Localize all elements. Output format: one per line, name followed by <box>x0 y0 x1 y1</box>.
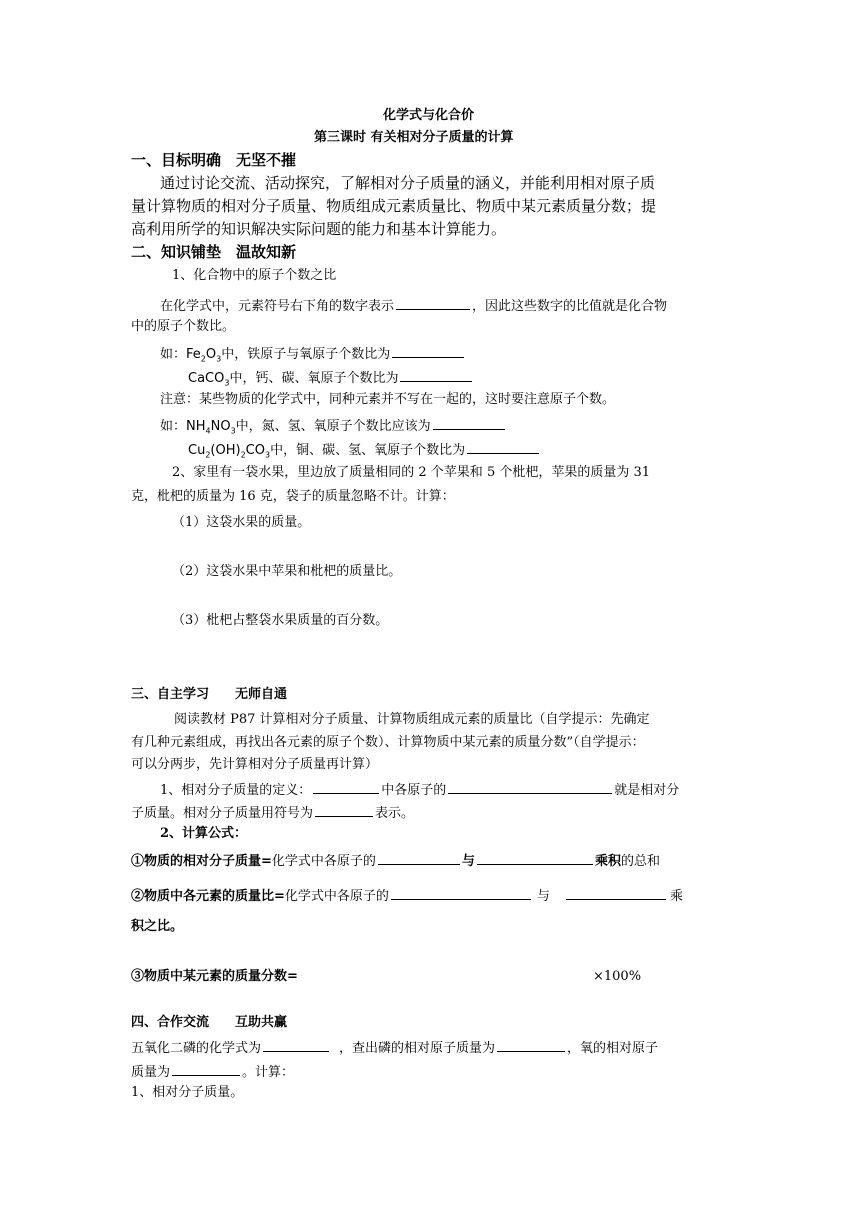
blank-cu-c-h-o-ratio[interactable] <box>467 440 539 454</box>
section-1-line-1: 通过讨论交流、活动探究，了解相对分子质量的涵义，并能利用相对原子质 <box>160 174 656 192</box>
blank-n-h-o-ratio[interactable] <box>433 416 505 430</box>
formula-caco3 <box>188 371 229 386</box>
section-3-line-1: 阅读教材 P87 计算相对分子质量、计算物质组成元素的质量比（自学提示：先确定 <box>174 712 650 727</box>
formula-1-end: 的总和 <box>620 854 660 869</box>
section-4-line-1 <box>131 1038 658 1057</box>
example-caco3 <box>188 368 474 388</box>
example-prefix: 如： <box>160 347 187 362</box>
note-text: 注意：某些物质的化学式中，同种元素并不写在一起的，这时要注意原子个数。 <box>160 392 616 407</box>
definition-text-a: 1、相对分子质量的定义： <box>160 783 312 798</box>
item-2-line-1: 2、家里有一袋水果，里边放了质量相同的 2 个苹果和 5 个枇杷，苹果的质量为 31 <box>172 465 651 480</box>
formula-2-and: 与 <box>536 889 550 904</box>
section-4-heading: 四、合作交流 互助共赢 <box>131 1015 288 1030</box>
section-4-text-a: 五氧化二磷的化学式为 <box>131 1041 262 1056</box>
formula-1-label: ①物质的相对分子质量= <box>131 854 272 869</box>
formula-2-line-2: 积之比。 <box>131 919 184 934</box>
blank-formula-1a[interactable] <box>378 851 460 865</box>
formula-3-percent: ×100% <box>593 969 642 984</box>
blank-subscript-meaning[interactable] <box>396 296 470 310</box>
formula-1-text: 化学式中各原子的 <box>271 854 376 869</box>
blank-p-atomic-mass[interactable] <box>497 1038 565 1052</box>
formula-3-label: ③物质中某元素的质量分数= <box>131 969 298 984</box>
section-3-line-2: 有几种元素组成，再找出各元素的原子个数）、计算物质中某元素的质量分数”（自学提示： <box>131 735 645 750</box>
example-fe2o3 <box>160 344 466 364</box>
section-1-line-2: 量计算物质的相对分子质量、物质组成元素质量比、物质中某元素质量分数；提 <box>131 197 657 215</box>
item-2-line-2: 克，枇杷的质量为 16 克，袋子的质量忽略不计。计算： <box>131 489 455 504</box>
blank-o-atomic-mass[interactable] <box>172 1062 240 1076</box>
formula-part: Fe <box>186 347 201 362</box>
section-2-heading: 二、知识铺垫 温故知新 <box>131 243 297 261</box>
definition-line-2 <box>131 803 414 822</box>
section-4-text-c: ，氧的相对原子 <box>567 1041 659 1056</box>
section-4-text-d: 质量为 <box>131 1065 171 1080</box>
section-3-line-3: 可以分两步，先计算相对分子质量再计算） <box>131 757 379 772</box>
formula-subscript: 3 <box>224 378 230 388</box>
example-prefix: 如： <box>160 419 187 434</box>
item-1-text-b: ，因此这些数字的比值就是化合物 <box>472 299 668 314</box>
section-1-heading: 一、目标明确 无坚不摧 <box>131 151 297 169</box>
formula-part: NH <box>186 419 206 434</box>
blank-ca-c-o-ratio[interactable] <box>400 368 472 382</box>
section-1-line-3: 高利用所学的知识解决实际问题的能力和基本计算能力。 <box>131 220 507 238</box>
formula-subscript: 3 <box>230 426 236 436</box>
question-1: （1）这袋水果的质量。 <box>172 515 311 530</box>
formula-subscript: 2 <box>240 450 246 460</box>
section-4-text-b: ，查出磷的相对原子质量为 <box>339 1041 496 1056</box>
formula-part: O <box>205 347 217 362</box>
formula-title: 2、计算公式： <box>160 826 248 841</box>
formula-2-product: 乘 <box>669 889 683 904</box>
blank-definition-1[interactable] <box>313 780 379 794</box>
definition-text-c: 就是相对分 <box>614 783 680 798</box>
formula-part: Cu <box>188 443 206 458</box>
doc-subtitle: 第三课时 有关相对分子质量的计算 <box>314 130 514 145</box>
formula-2-label: ②物质中各元素的质量比= <box>131 889 285 904</box>
doc-title: 化学式与化合价 <box>383 108 475 123</box>
formula-3 <box>131 969 298 985</box>
formula-subscript: 2 <box>200 354 206 364</box>
formula-part: NO <box>210 419 231 434</box>
blank-symbol[interactable] <box>315 803 373 817</box>
formula-1 <box>131 851 660 870</box>
formula-1-and: 与 <box>461 854 475 869</box>
formula-subscript: 3 <box>216 354 222 364</box>
formula-subscript: 3 <box>264 450 271 460</box>
example-nh4no3 <box>160 416 507 436</box>
item-1-paragraph-line-2: 中的原子个数比。 <box>131 319 236 334</box>
blank-formula-2a[interactable] <box>391 886 531 900</box>
formula-2 <box>131 886 683 905</box>
formula-2-text: 化学式中各原子的 <box>284 889 389 904</box>
blank-formula-1b[interactable] <box>477 851 593 865</box>
example-text: 中，钙、碳、氧原子个数比为 <box>229 371 399 386</box>
formula-subscript: 4 <box>205 426 211 436</box>
blank-fe-o-ratio[interactable] <box>392 344 464 358</box>
blank-definition-2[interactable] <box>448 780 612 794</box>
formula-part: CO <box>245 443 265 458</box>
formula-1-product: 乘积 <box>594 854 621 869</box>
definition-text-d: 子质量。相对分子质量用符号为 <box>131 806 314 821</box>
blank-formula-2b[interactable] <box>566 886 666 900</box>
section-3-heading: 三、自主学习 无师自通 <box>131 687 288 702</box>
example-cu2oh2co3 <box>188 440 541 460</box>
item-1-text-a: 在化学式中，元素符号右下角的数字表示 <box>160 299 395 314</box>
example-text: 中，铜、碳、氢、氧原子个数比为 <box>270 443 466 458</box>
example-text: 中，铁原子与氧原子个数比为 <box>221 347 391 362</box>
section-4-line-2 <box>131 1062 294 1081</box>
item-1-paragraph-line-1 <box>160 296 667 315</box>
formula-subscript: 2 <box>205 450 211 460</box>
formula-part: (OH) <box>210 443 241 458</box>
item-1-title: 1、化合物中的原子个数之比 <box>172 268 337 283</box>
definition-text-b: 中各原子的 <box>381 783 447 798</box>
question-3: （3）枇杷占整袋水果质量的百分数。 <box>172 613 389 628</box>
formula-cu2oh2co3 <box>188 443 270 458</box>
definition-text-e: 表示。 <box>375 806 415 821</box>
definition-line-1 <box>160 780 679 799</box>
section-4-question-1: 1、相对分子质量。 <box>131 1085 244 1100</box>
example-text: 中，氮、氢、氧原子个数比应该为 <box>235 419 431 434</box>
formula-nh4no3 <box>186 419 236 434</box>
blank-p2o5-formula[interactable] <box>263 1038 329 1052</box>
question-2: （2）这袋水果中苹果和枇杷的质量比。 <box>172 564 402 579</box>
section-4-text-e: 。计算： <box>242 1065 295 1080</box>
formula-part: CaCO <box>188 371 225 386</box>
formula-fe2o3 <box>186 347 221 362</box>
